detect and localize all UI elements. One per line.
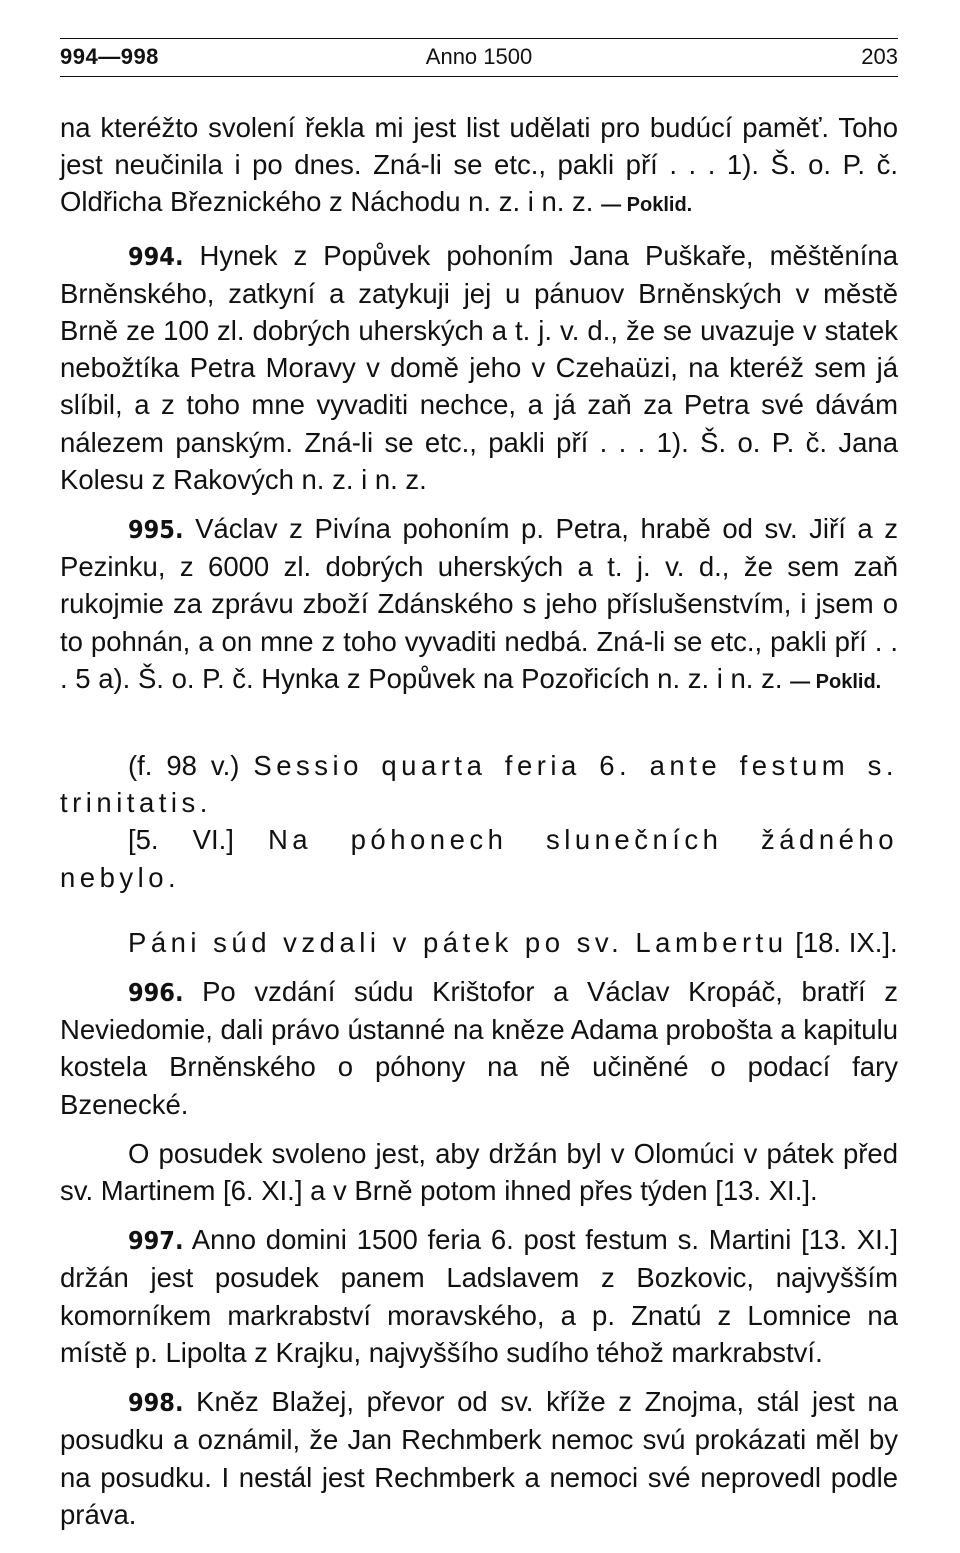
entry-text: Václav z Pivína pohoním p. Petra, hrabě od sv. Jiří a z Pezinku, z 6000 zl. dobrých uherských a t. j. v. d., že sem zaň rukojmie za zprávu zboží Zdánského s jeho příslušenstvím, i jsem o to pohnán, a on mne z toho vyvaditi nedbá. Zná-li se etc., pakli pří . . . 5 a). Š. o. P. č. Hynka z Popůvek na Pozořicích n. z. i n. z. (60, 513, 899, 694)
entry-poklid: — Poklid. (790, 670, 882, 693)
session-date: [5. VI.] (128, 824, 234, 856)
entry-995 (60, 510, 898, 701)
entry-text: Anno domini 1500 feria 6. post festum s. Martini [13. XI.] držán jest posudek panem Ladslavem z Bozkovic, najvyšším komorníkem markrabství moravského, a p. Znatú z Lomnice na místě p. Lipolta z Krajku, najvyššího sudího téhož markrabství. (60, 1224, 899, 1368)
entry-range: 994—998 (60, 44, 159, 69)
entry-997 (60, 1221, 898, 1371)
entry-text: Po vzdání súdu Krištofor a Václav Kropáč, bratří z Neviedomie, dali právo ústanné na kněze Adama probošta a kapitulu kostela Brněnského o póhony na ně učiněné o podací fary Bzenecké. (60, 976, 899, 1120)
court-adjourned-text: Páni súd vzdali v pátek po sv. Lambertu (128, 926, 788, 958)
session-folio: (f. 98 v.) (128, 750, 240, 782)
entry-number: 997. (128, 1226, 184, 1256)
session-line-2 (60, 821, 898, 895)
paragraph-intro (60, 109, 898, 225)
paragraph-posudek (60, 1135, 898, 1209)
entry-number: 996. (128, 978, 184, 1008)
running-header (60, 36, 898, 70)
entry-text: Kněz Blažej, převor od sv. kříže z Znojma, stál jest na posudku a oznámil, že Jan Rechmberk nemoc svú prokázati měl by na posudku. I nestál jest Rechmberk a nemoci své neprovedl podle práva. (60, 1386, 899, 1530)
session-title: Sessio quarta feria 6. ante festum s. trinitatis. (60, 750, 898, 819)
entry-994 (60, 237, 898, 498)
entry-number: 995. (128, 515, 184, 545)
paragraph-text: O posudek svoleno jest, aby držán byl v Olomúci v pátek před sv. Martinem [6. XI.] a v Brně potom ihned přes týden [13. XI.]. (60, 1137, 898, 1207)
entry-number: 998. (128, 1388, 184, 1418)
entry-number: 994. (128, 241, 184, 271)
entry-998 (60, 1383, 898, 1533)
page-body (60, 109, 898, 1533)
page (60, 36, 898, 1533)
court-adjourned-date: [18. IX.]. (795, 926, 898, 958)
page-number: 203 (861, 44, 898, 69)
entry-text: Hynek z Popůvek pohoním Jana Puškaře, měštěnína Brněnského, zatkyní a zatykuji jej u pánuov Brněnských v městě Brně ze 100 zl. dobrých uherských a t. j. v. d., že se uvazuje v statek nebožtíka Petra Moravy v domě jeho v Czehaüzi, na kteréž sem já slíbil, a z toho mne vyvaditi nechce, a já zaň za Petra své dávám nálezem panským. Zná-li se etc., pakli pří . . . 1). Š. o. P. č. Jana Kolesu z Rakových n. z. i n. z. (60, 239, 898, 495)
intro-text: na kteréžto svolení řekla mi jest list udělati pro budúcí paměť. Toho jest neučinila i po dnes. Zná-li se etc., pakli pří . . . 1). Š. o. P. č. Oldřicha Březnického z Náchodu n. z. i n. z. (60, 112, 898, 218)
session-heading (60, 747, 898, 896)
header-bottom-rule (60, 76, 898, 77)
entry-996 (60, 973, 898, 1123)
court-adjourned-line (60, 924, 898, 961)
header-top-rule (60, 38, 898, 39)
running-title: Anno 1500 (425, 44, 533, 69)
session-note: Na póhonech slunečních žádného nebylo. (60, 824, 899, 893)
intro-poklid: — Poklid. (601, 194, 693, 217)
session-line-1 (60, 747, 898, 821)
